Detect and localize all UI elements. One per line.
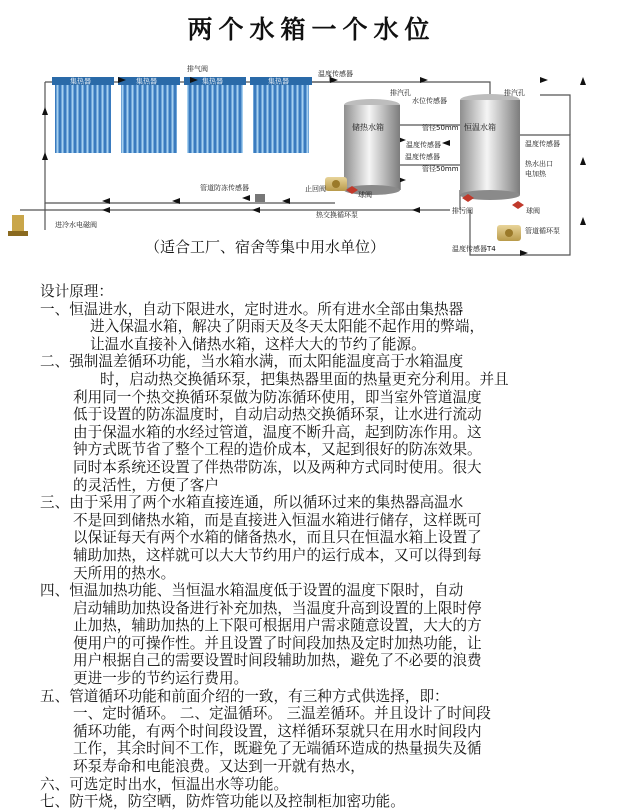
design-principles [40, 283, 620, 811]
svg-text:温度传感器: 温度传感器 [525, 140, 560, 148]
svg-text:集热器: 集热器 [202, 77, 223, 86]
principle-line: 让温水直接补入储热水箱，这样大大的节约了能源。 [90, 335, 426, 353]
solar-collector-2 [118, 77, 180, 154]
svg-text:集热器: 集热器 [268, 77, 289, 86]
svg-text:球阀: 球阀 [526, 207, 540, 215]
svg-text:温度传感器T4: 温度传感器T4 [452, 245, 496, 253]
principle-line: 更进一步的节约运行费用。 [73, 670, 249, 688]
svg-text:储热水箱: 储热水箱 [352, 123, 384, 132]
page-title: 两个水箱一个水位 [187, 15, 436, 44]
principle-line: 用户根据自己的需要设置时间段辅助加热，避免了不必要的浪费 [73, 652, 482, 670]
principle-line: 不是回到储热水箱，而是直接进入恒温水箱进行储存，这样既可 [73, 511, 482, 529]
principle-line: 五、管道循环功能和前面介绍的一致，有三种方式供选择，即： [40, 687, 449, 705]
storage-tank [344, 99, 400, 195]
svg-text:管径50mm: 管径50mm [422, 165, 459, 173]
principle-line: 以保证每天有两个水箱的储备热水，而且只在恒温水箱上设置了 [73, 529, 482, 547]
principle-line: 进入保温水箱，解决了阴雨天及冬天太阳能不起作用的弊端， [90, 318, 485, 336]
principle-line: 由于保温水箱的水经过管道，温度不断升高，起到防冻作用。这 [73, 423, 482, 441]
principle-line: 天所用的热水。 [73, 564, 176, 582]
svg-text:恒温水箱: 恒温水箱 [464, 123, 496, 132]
principle-line: 同时本系统还设置了伴热带防冻，以及两种方式同时使用。很大 [73, 458, 482, 476]
principle-line: 低于设置的防冻温度时，自动启动热交换循环泵，让水进行流动 [73, 406, 482, 424]
principle-line: 辅助加热，这样就可以大大节约用户的运行成本，又可以得到每 [73, 546, 482, 564]
svg-text:热交换循环泵: 热交换循环泵 [316, 211, 358, 219]
svg-text:球阀: 球阀 [358, 191, 372, 199]
svg-text:排气阀: 排气阀 [187, 65, 208, 73]
principle-line: 便用户的可操作性。并且设置了时间段加热及定时加热功能，让 [73, 634, 482, 652]
svg-text:排污阀: 排污阀 [452, 207, 473, 215]
solar-collector-1 [52, 77, 114, 154]
svg-text:温度传感器: 温度传感器 [406, 141, 441, 149]
system-diagram [0, 55, 623, 260]
svg-text:进冷水电磁阀: 进冷水电磁阀 [55, 221, 97, 229]
principle-line: 钟方式既节省了整个工程的造价成本，又起到很好的防冻效果。 [73, 441, 482, 459]
svg-text:止回阀: 止回阀 [305, 185, 326, 193]
check-valve-icon [255, 194, 265, 202]
principle-line: 环泵寿命和电能浪费。又达到一开就有热水， [73, 758, 365, 776]
svg-text:管道循环泵: 管道循环泵 [525, 227, 560, 235]
intro-heading: 设计原理： [40, 283, 113, 300]
principle-line: 启动辅助加热设备进行补充加热，当温度升高到设置的上限时停 [73, 599, 482, 617]
principle-line: 四、恒温加热功能、当恒温水箱温度低于设置的温度下限时，自动 [40, 582, 464, 600]
solenoid-valve-icon [8, 215, 28, 236]
svg-text:集热器: 集热器 [70, 77, 91, 86]
diagram-caption: （适合工厂、宿舍等集中用水单位） [145, 238, 386, 256]
constant-temp-tank [460, 94, 520, 200]
principle-lines [40, 301, 620, 811]
principle-line: 六、可选定时出水，恒温出水等功能。 [40, 775, 289, 793]
principle-line: 利用同一个热交换循环泵做为防冻循环使用，即当室外管道温度 [73, 388, 482, 406]
pipe-circulation-pump-icon [497, 225, 521, 241]
svg-text:温度传感器: 温度传感器 [318, 70, 353, 78]
svg-text:电加热: 电加热 [525, 170, 546, 178]
principle-line: 循环功能，有两个时间段设置，这样循环泵就只在用水时间段内 [73, 722, 482, 740]
svg-text:管道防冻传感器: 管道防冻传感器 [200, 184, 249, 192]
svg-text:水位传感器: 水位传感器 [412, 97, 447, 105]
principle-line: 工作，其余时间不工作，既避免了无端循环造成的热量损失及循 [73, 740, 482, 758]
ball-valve-2-icon [512, 201, 524, 209]
principle-line: 三、由于采用了两个水箱直接连通，所以循环过来的集热器高温水 [40, 494, 464, 512]
svg-text:集热器: 集热器 [136, 77, 157, 86]
solar-collector-4 [250, 77, 312, 154]
principle-line: 一、恒温进水，自动下限进水，定时进水。所有进水全部由集热器 [40, 300, 464, 318]
principle-line: 的灵活性，方便了客户 [73, 476, 219, 494]
svg-text:管径50mm: 管径50mm [422, 124, 459, 132]
principle-line: 止加热，辅助加热的上下限可根据用户需求随意设置，大大的方 [73, 617, 482, 635]
principle-line: 七、防干烧，防空晒，防炸管功能以及控制柜加密功能。 [40, 793, 405, 811]
principle-line: 一、定时循环。 二、定温循环。 三温差循环。并且设计了时间段 [73, 705, 491, 723]
svg-text:排汽孔: 排汽孔 [504, 89, 525, 97]
solar-collector-3 [184, 77, 246, 154]
svg-text:排汽孔: 排汽孔 [390, 89, 411, 97]
svg-text:热水出口: 热水出口 [525, 160, 553, 168]
principle-line: 时，启动热交换循环泵，把集热器里面的热量更充分利用。并且 [100, 370, 509, 388]
heat-exchange-pump-icon [325, 177, 347, 191]
principle-line: 二、强制温差循环功能，当水箱水满，而太阳能温度高于水箱温度 [40, 353, 464, 371]
svg-text:温度传感器: 温度传感器 [405, 153, 440, 161]
